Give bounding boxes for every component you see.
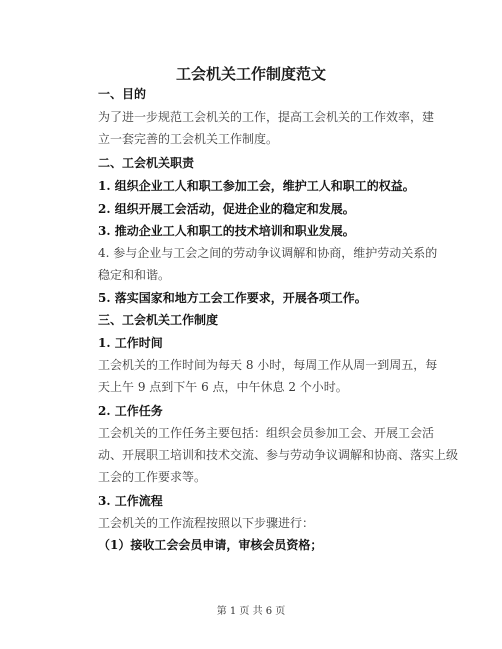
duty-item-1: 1. 组织企业工人和职工参加工会，维护工人和职工的权益。 [98,179,415,193]
workflow-step-1: （1）接收工会会员申请，审核会员资格； [98,538,323,552]
subsection-heading-work-hours: 1. 工作时间 [98,336,163,350]
subsection-heading-workflow: 3. 工作流程 [98,494,163,508]
duty-item-4-line-2: 稳定和和谐。 [98,268,171,282]
tasks-paragraph-line-1: 工会机关的工作任务主要包括：组织会员参加工会、开展工会活 [98,426,435,440]
section-heading-purpose: 一、目的 [98,87,147,101]
section-heading-duties: 二、工会机关职责 [98,156,195,170]
subsection-heading-tasks: 2. 工作任务 [98,404,163,418]
purpose-paragraph-line-1: 为了进一步规范工会机关的工作，提高工会机关的工作效率，建 [98,110,435,124]
duty-item-4-line-1: 4. 参与企业与工会之间的劳动争议调解和协商，维护劳动关系的 [98,246,438,260]
workflow-paragraph-line-1: 工会机关的工作流程按照以下步骤进行： [98,516,315,530]
purpose-paragraph-line-2: 立一套完善的工会机关工作制度。 [98,132,279,146]
section-heading-rules: 三、工会机关工作制度 [98,313,219,327]
work-hours-paragraph-line-2: 天上午 9 点到下午 6 点，中午休息 2 个小时。 [98,380,348,394]
duty-item-2: 2. 组织开展工会活动，促进企业的稳定和发展。 [98,202,355,216]
page-number-footer: 第 1 页 共 6 页 [216,606,286,617]
duty-item-5: 5. 落实国家和地方工会工作要求，开展各项工作。 [98,291,367,305]
duty-item-3: 3. 推动企业工人和职工的技术培训和职业发展。 [98,224,355,238]
document-title: 工会机关工作制度范文 [175,65,326,83]
tasks-paragraph-line-2: 动、开展职工培训和技术交流、参与劳动争议调解和协商、落实上级 [98,448,459,462]
work-hours-paragraph-line-1: 工会机关的工作时间为每天 8 小时，每周工作从周一到周五，每 [98,358,438,372]
tasks-paragraph-line-3: 工会的工作要求等。 [98,470,207,484]
